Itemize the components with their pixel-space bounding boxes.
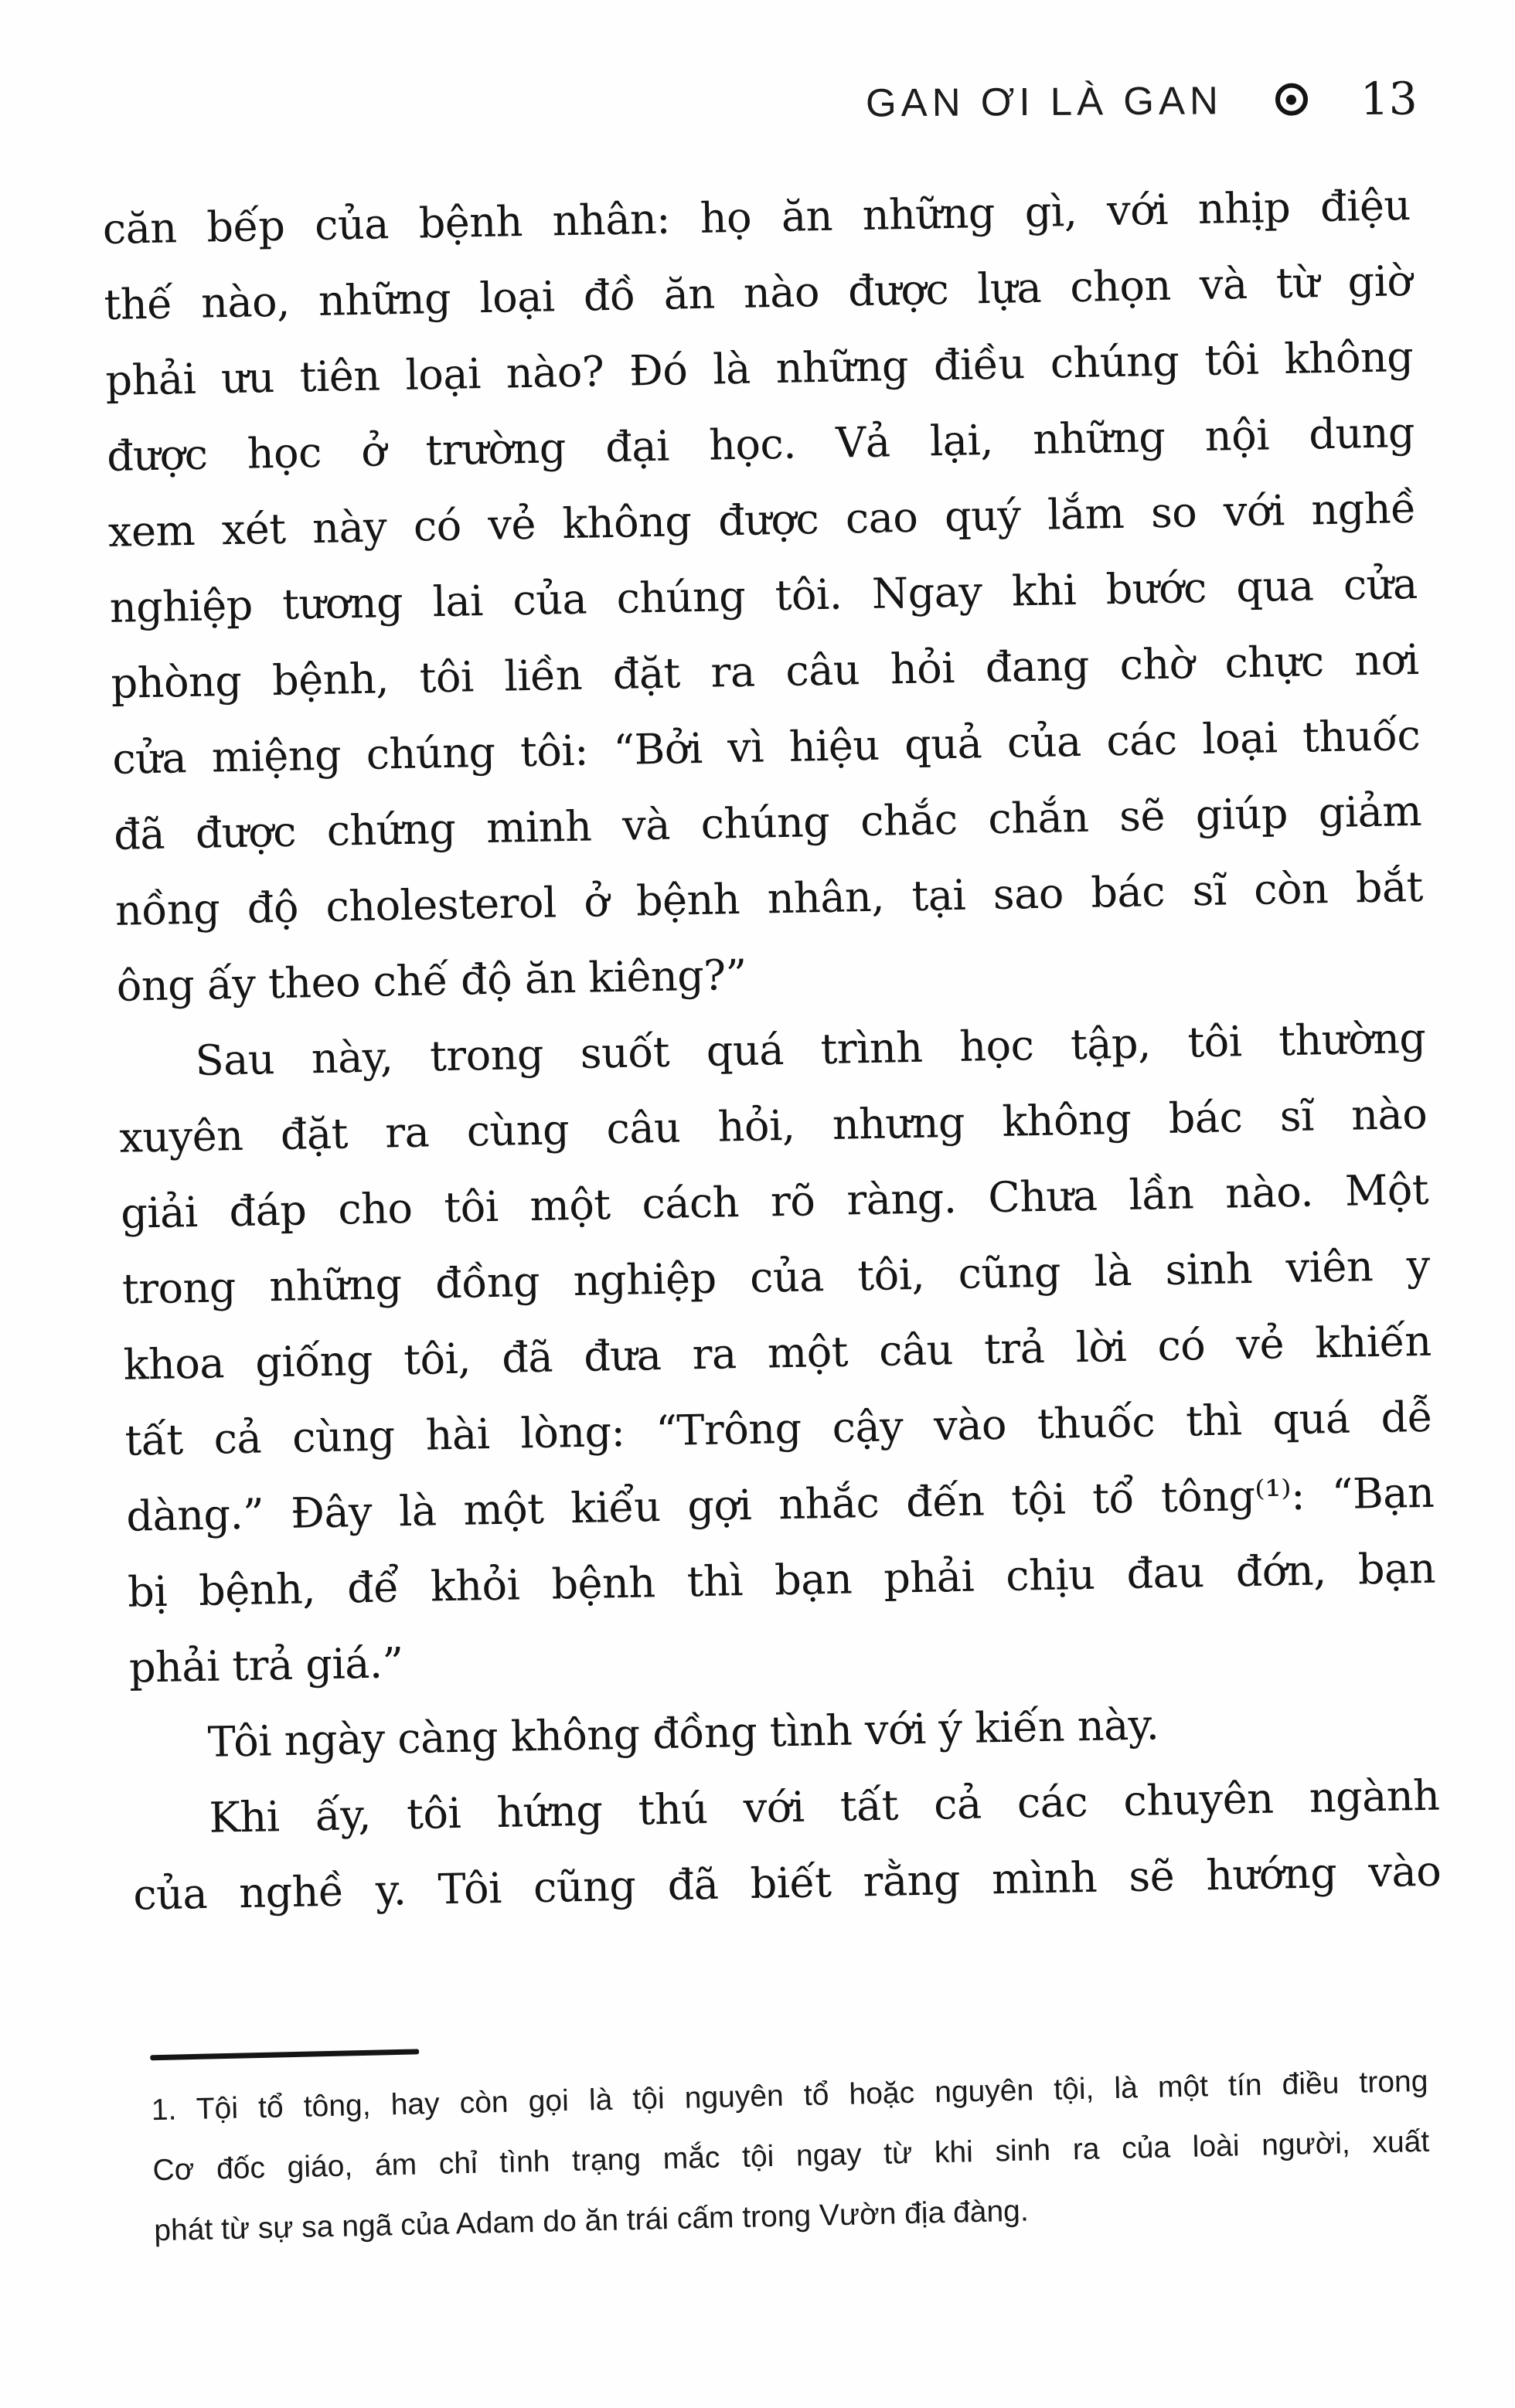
text-line: Cơ đốc giáo, ám chỉ tình trạng mắc tội ngay từ khi sinh ra của loài người, xuất	[152, 2124, 1430, 2188]
scanned-text-block	[102, 168, 1448, 2262]
text-line: bị bệnh, để khỏi bệnh thì bạn phải chịu đau đớn, bạn	[127, 1543, 1436, 1617]
text-line: giải đáp cho tôi một cách rõ ràng. Chưa lần nào. Một	[120, 1165, 1429, 1238]
running-title: GAN ƠI LÀ GAN	[866, 77, 1224, 124]
text-line: phải ưu tiên loại nào? Đó là những điều chúng tôi không	[104, 332, 1414, 405]
text-line: cửa miệng chúng tôi: “Bởi vì hiệu quả của các loại thuốc	[111, 710, 1421, 784]
text-line: Tôi ngày càng không đồng tình với ý kiến này.	[207, 1700, 1159, 1767]
paragraph	[131, 1758, 1442, 1934]
text-line: khoa giống tôi, đã đưa ra một câu trả lời có vẻ khiến	[123, 1316, 1432, 1389]
text-line: căn bếp của bệnh nhân: họ ăn những gì, với nhịp điệu	[102, 180, 1411, 253]
text-line: ông ấy theo chế độ ăn kiêng?”	[116, 950, 747, 1011]
text-line: phải trả giá.”	[128, 1638, 404, 1692]
text-line: 1. Tội tổ tông, hay còn gọi là tội nguyên tổ hoặc nguyên tội, là một tín điều trong	[151, 2064, 1428, 2127]
text-line: tất cả cùng hài lòng: “Trông cậy vào thuốc thì quá dễ	[124, 1392, 1433, 1465]
text-line: trong những đồng nghiệp của tôi, cũng là sinh viên y	[121, 1240, 1431, 1314]
text-line: phòng bệnh, tôi liền đặt ra câu hỏi đang chờ chực nơi	[111, 634, 1419, 708]
text-line: xem xét này có vẻ không được cao quý lắm so với nghề	[107, 483, 1417, 556]
page-header	[866, 73, 1418, 129]
footnote	[151, 2052, 1432, 2261]
paragraph	[102, 168, 1425, 1025]
text-line: xuyên đặt ra cùng câu hỏi, nhưng không bác sĩ nào	[118, 1089, 1428, 1162]
text-line: của nghề y. Tôi cũng đã biết rằng mình sẽ hướng vào	[132, 1846, 1442, 1920]
footnote-separator	[150, 2049, 419, 2060]
page-number: 13	[1360, 72, 1418, 126]
text-line: nghiệp tương lai của chúng tôi. Ngay khi bước qua cửa	[109, 559, 1418, 632]
text-line: Sau này, trong suốt quá trình học tập, tôi thường	[195, 1013, 1426, 1085]
text-line: Khi ấy, tôi hứng thú với tất cả các chuyên ngành	[209, 1770, 1440, 1842]
body-text	[102, 168, 1442, 1934]
text-line: đã được chứng minh và chúng chắc chắn sẽ giúp giảm	[113, 786, 1422, 859]
footnote-area	[150, 2026, 1432, 2261]
paragraph	[117, 1001, 1438, 1706]
text-line: phát từ sự sa ngã của Adam do ăn trái cấm trong Vườn địa đàng.	[153, 2194, 1030, 2248]
bullseye-icon	[1275, 83, 1308, 115]
text-line: được học ở trường đại học. Vả lại, những nội dung	[106, 407, 1415, 481]
text-line: dàng.” Đây là một kiểu gợi nhắc đến tội tổ tông⁽¹⁾: “Bạn	[125, 1468, 1435, 1541]
text-line: thế nào, những loại đồ ăn nào được lựa chọn và từ giờ	[104, 256, 1412, 329]
text-line: nồng độ cholesterol ở bệnh nhân, tại sao bác sĩ còn bắt	[114, 862, 1424, 935]
